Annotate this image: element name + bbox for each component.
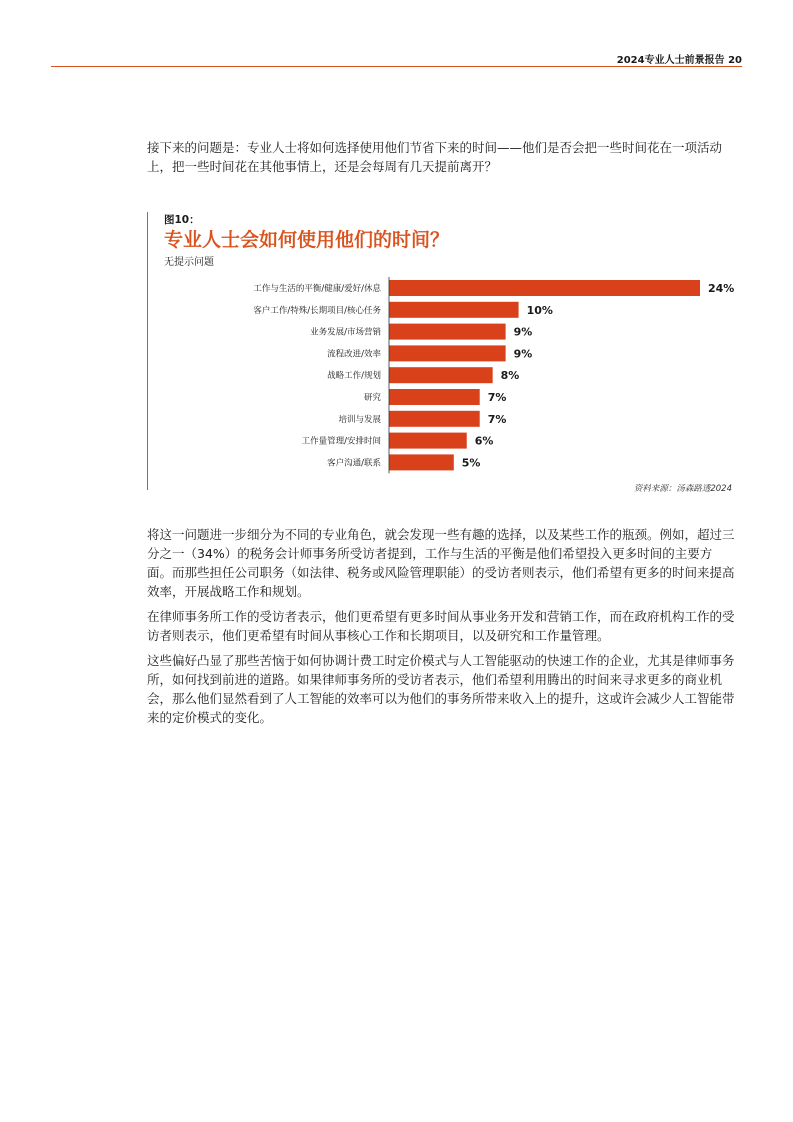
value-label: 10%: [526, 303, 553, 317]
category-label: 业务发展/市场营销: [310, 327, 381, 338]
figure-block: [147, 212, 742, 492]
value-label: 6%: [474, 434, 494, 448]
bar: [389, 280, 700, 296]
value-label: 7%: [487, 391, 507, 404]
category-label: 流程改进/效率: [327, 349, 381, 360]
header-rule: [51, 66, 742, 67]
body-paragraph-3: 这些偏好凸显了那些苦恼于如何协调计费工时定价模式与人工智能驱动的快速工作的企业，尤其是律师事务所，如何找到前进的道路。如果律师事务所的受访者表示，他们希望利用腾出的时间来寻求更多的商业机会，那么他们显然看到了人工智能的效率可以为他们的事务所带来收入上的提升，这或许会减少人工智能带来的定价模式的变化。: [147, 653, 735, 725]
value-label: 8%: [500, 369, 520, 383]
bar-chart: [147, 212, 742, 482]
body-paragraph-2: 在律师事务所工作的受访者表示，他们更希望有更多时间从事业务开发和营销工作，而在政府机构工作的受访者则表示，他们更希望有时间从事核心工作和长期项目，以及研究和工作量管理。: [147, 609, 735, 643]
value-label: 5%: [461, 456, 481, 470]
figure-label: 图10：: [164, 214, 200, 226]
body-paragraph-1: 将这一问题进一步细分为不同的专业角色，就会发现一些有趣的选择，以及某些工作的瓶颈。例如，超过三分之一（34%）的税务会计师事务所受访者提到，工作与生活的平衡是他们希望投入更多时间的主要方面。而那些担任公司职务（如法律、税务或风险管理职能）的受访者则表示，他们希望有更多的时间来提高效率，开展战略工作和规划。: [147, 527, 735, 599]
bar: [389, 324, 506, 340]
category-label: 研究: [363, 393, 381, 403]
figure-title: 专业人士会如何使用他们的时间？: [164, 229, 450, 251]
intro-paragraph: 接下来的问题是：专业人士将如何选择使用他们节省下来的时间——他们是否会把一些时间花在一项活动上，把一些时间花在其他事情上，还是会每周有几天提前离开？: [147, 140, 723, 174]
value-label: 9%: [513, 325, 533, 339]
category-label: 战略工作/规划: [327, 371, 381, 382]
value-label: 7%: [487, 412, 507, 426]
page-header: 2024专业人士前景报告 20: [616, 55, 742, 66]
bar: [389, 345, 506, 361]
category-label: 客户沟通/联系: [327, 458, 381, 469]
value-label: 24%: [708, 282, 735, 295]
bar: [389, 389, 480, 405]
bar: [389, 433, 467, 449]
bar: [389, 411, 480, 427]
bar: [389, 454, 454, 470]
bar: [389, 302, 519, 318]
figure-source: 资料来源：汤森路透2024: [633, 484, 732, 494]
category-label: 培训与发展: [338, 414, 381, 425]
category-label: 客户工作/特殊/长期项目/核心任务: [253, 305, 381, 316]
category-label: 工作与生活的平衡/健康/爱好/休息: [253, 284, 381, 294]
value-label: 9%: [513, 347, 533, 361]
figure-subtitle: 无提示问题: [164, 257, 214, 268]
category-label: 工作量管理/安排时间: [301, 436, 381, 447]
bar: [389, 367, 493, 383]
